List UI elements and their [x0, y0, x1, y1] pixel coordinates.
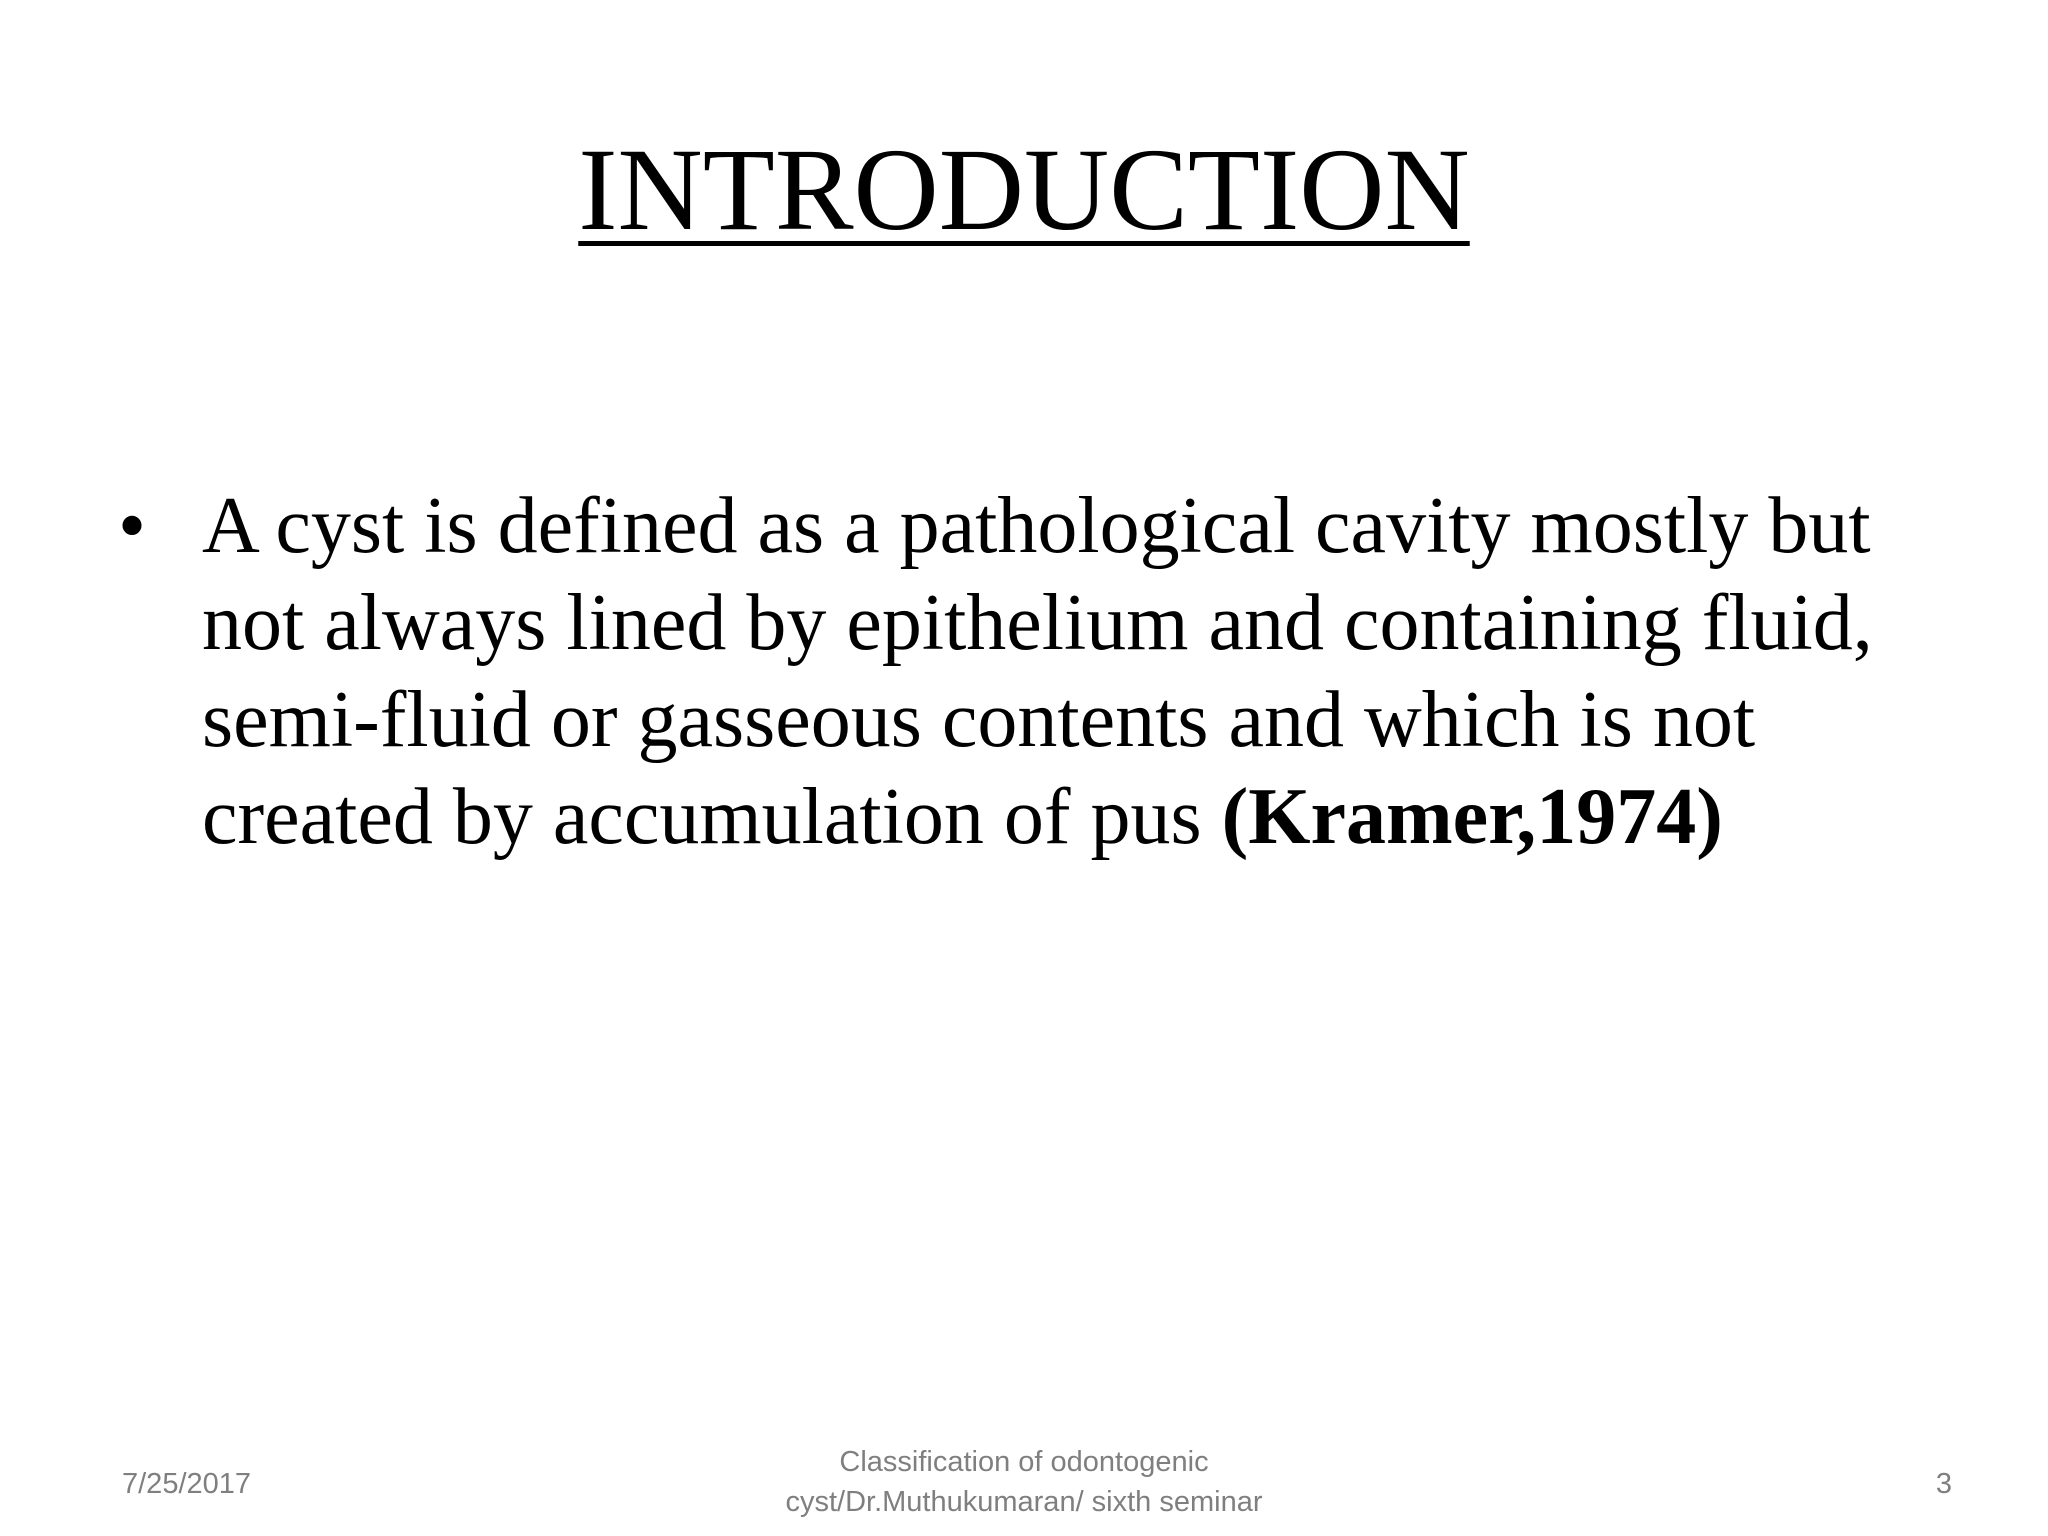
- footer-page-number: 3: [1935, 1468, 1952, 1500]
- slide-title-container: [0, 125, 2048, 255]
- footer-caption-line-1: Classification of odontogenic: [839, 1446, 1209, 1478]
- bullet-list: [118, 478, 1948, 866]
- bullet-text-block: [202, 478, 1948, 866]
- slide-title: INTRODUCTION: [578, 124, 1470, 255]
- bullet-citation: (Kramer,1974): [1221, 773, 1723, 861]
- footer-caption-line-2: cyst/Dr.Muthukumaran/ sixth seminar: [785, 1486, 1263, 1518]
- bullet-text: A cyst is defined as a pathological cavity mostly but not always lined by epithelium and containing fluid, semi-fluid or gasseous contents and which is not created by accumulation of pus: [202, 482, 1873, 861]
- bullet-item: [118, 478, 1948, 866]
- footer-date: 7/25/2017: [122, 1468, 252, 1500]
- footer-caption: [680, 1442, 1368, 1522]
- bullet-marker: •: [118, 482, 147, 570]
